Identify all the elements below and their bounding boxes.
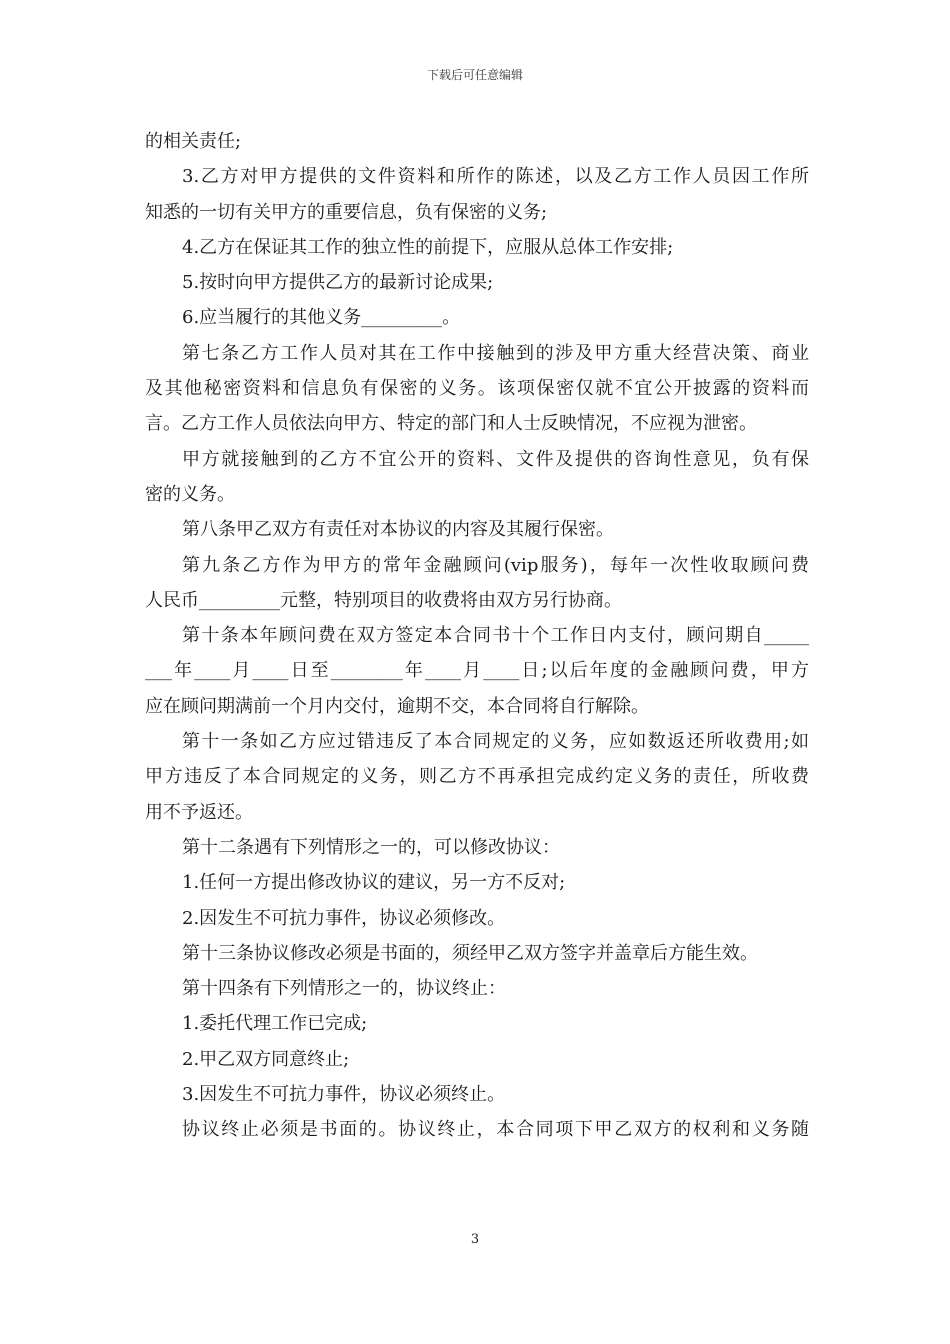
text-line: 3.因发生不可抗力事件，协议必须终止。 bbox=[182, 1084, 506, 1106]
text-line: 2.甲乙双方同意终止; bbox=[182, 1048, 350, 1070]
text-line: 甲方违反了本合同规定的义务，则乙方不再承担完成约定义务的责任，所收费 bbox=[145, 766, 809, 788]
text-line: 的相关责任; bbox=[145, 131, 242, 152]
text-line: 2.因发生不可抗力事件，协议必须修改。 bbox=[182, 907, 506, 929]
text-line: ___年____月____日至________年____月____日;以后年度的金融顾问费，甲方 bbox=[145, 660, 809, 682]
text-line: 第九条乙方作为甲方的常年金融顾问(vip服务)，每年一次性收取顾问费 bbox=[182, 554, 809, 576]
text-line: 第七条乙方工作人员对其在工作中接触到的涉及甲方重大经营决策、商业 bbox=[182, 342, 809, 364]
text-line: 及其他秘密资料和信息负有保密的义务。该项保密仅就不宜公开披露的资料而 bbox=[145, 378, 809, 400]
text-line: 言。乙方工作人员依法向甲方、特定的部门和人士反映情况，不应视为泄密。 bbox=[145, 413, 757, 435]
text-line: 第八条甲乙双方有责任对本协议的内容及其履行保密。 bbox=[182, 519, 614, 541]
page-header: 下载后可任意编辑 bbox=[426, 68, 523, 82]
text-line: 第十三条协议修改必须是书面的，须经甲乙双方签字并盖章后方能生效。 bbox=[182, 942, 758, 964]
text-line: 第十二条遇有下列情形之一的，可以修改协议： bbox=[182, 836, 560, 858]
document-body bbox=[145, 124, 809, 1148]
text-line: 第十一条如乙方应过错违反了本合同规定的义务，应如数返还所收费用;如 bbox=[182, 731, 809, 753]
text-line: 第十四条有下列情形之一的，协议终止： bbox=[182, 978, 506, 1000]
text-line: 甲方就接触到的乙方不宜公开的资料、文件及提供的咨询性意见，负有保 bbox=[182, 448, 809, 470]
text-line: 第十条本年顾问费在双方签定本合同书十个工作日内支付，顾问期自_____ bbox=[182, 625, 809, 647]
text-line: 1.任何一方提出修改协议的建议，另一方不反对; bbox=[182, 872, 566, 894]
text-line: 用不予返还。 bbox=[145, 801, 253, 823]
text-line: 人民币_________元整，特别项目的收费将由双方另行协商。 bbox=[145, 589, 622, 611]
text-line: 4.乙方在保证其工作的独立性的前提下，应服从总体工作安排; bbox=[182, 236, 674, 258]
text-line: 3.乙方对甲方提供的文件资料和所作的陈述，以及乙方工作人员因工作所 bbox=[182, 166, 809, 188]
text-line: 5.按时向甲方提供乙方的最新讨论成果; bbox=[182, 272, 494, 294]
page-number: 3 bbox=[470, 1232, 480, 1247]
text-line: 密的义务。 bbox=[145, 483, 235, 505]
text-line: 知悉的一切有关甲方的重要信息，负有保密的义务; bbox=[145, 201, 548, 223]
text-line: 应在顾问期满前一个月内交付，逾期不交，本合同将自行解除。 bbox=[145, 695, 649, 717]
text-line: 6.应当履行的其他义务_________。 bbox=[182, 307, 461, 329]
text-line: 1.委托代理工作已完成; bbox=[182, 1013, 368, 1035]
text-line: 协议终止必须是书面的。协议终止，本合同项下甲乙双方的权利和义务随 bbox=[182, 1119, 809, 1141]
